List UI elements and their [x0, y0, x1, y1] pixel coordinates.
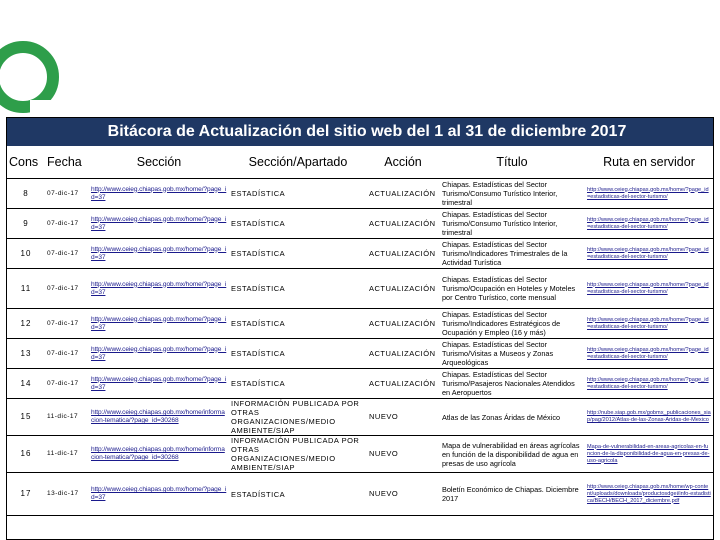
- table-row: [7, 269, 713, 309]
- fecha-cell: 07-dic-17: [45, 369, 89, 399]
- seccion-link[interactable]: http://www.ceieg.chiapas.gob.mx/home/informacion-tematica/?page_id=30268: [89, 399, 229, 436]
- ruta-link[interactable]: http://www.ceieg.chiapas.gob.mx/home/?page_id=estadisticas-del-sector-turismo/: [585, 339, 713, 369]
- log-table-frame: [6, 117, 714, 540]
- seccion-link[interactable]: http://www.ceieg.chiapas.gob.mx/home/?page_id=37: [89, 339, 229, 369]
- ruta-link[interactable]: http://www.ceieg.chiapas.gob.mx/home/?page_id=estadisticas-del-sector-turismo/: [585, 179, 713, 209]
- page-title: [7, 118, 713, 146]
- fecha-cell: 07-dic-17: [45, 209, 89, 239]
- table-row: [7, 179, 713, 209]
- cons-cell: 13: [7, 339, 45, 369]
- accion-cell: ACTUALIZACIÓN: [367, 369, 439, 399]
- fecha-cell: 07-dic-17: [45, 239, 89, 269]
- table-row: [7, 399, 713, 436]
- accion-cell: NUEVO: [367, 399, 439, 436]
- ruta-link[interactable]: http://nube.siap.gob.mx/gobmx_publicaciones_siap/pag/2012/Atlas-de-las-Zonas-Aridas-de-Mexico: [585, 399, 713, 436]
- ruta-link[interactable]: http://www.ceieg.chiapas.gob.mx/home/?page_id=estadisticas-del-sector-turismo/: [585, 309, 713, 339]
- header-accion: Acción: [367, 146, 439, 179]
- header-apartado: Sección/Apartado: [229, 146, 367, 179]
- table-row: [7, 339, 713, 369]
- table-header-row: [7, 146, 713, 179]
- update-log-table: [7, 146, 713, 516]
- titulo-cell: Boletín Económico de Chiapas. Diciembre 2017: [439, 473, 585, 516]
- apartado-cell: ESTADÍSTICA: [229, 269, 367, 309]
- apartado-cell: ESTADÍSTICA: [229, 239, 367, 269]
- header-ruta: Ruta en servidor: [585, 146, 713, 179]
- fecha-cell: 07-dic-17: [45, 179, 89, 209]
- accion-cell: ACTUALIZACIÓN: [367, 269, 439, 309]
- cons-cell: 11: [7, 269, 45, 309]
- ruta-link[interactable]: http://www.ceieg.chiapas.gob.mx/home/?page_id=estadisticas-del-sector-turismo/: [585, 239, 713, 269]
- fecha-cell: 07-dic-17: [45, 269, 89, 309]
- logo-icon: [0, 40, 60, 114]
- ruta-link[interactable]: Mapa-de-vulnerabilidad-en-areas-agricolas-en-funcion-de-la-disponibilidad-de-agua-en-presas-de-uso-agricola: [585, 436, 713, 473]
- seccion-link[interactable]: http://www.ceieg.chiapas.gob.mx/home/?page_id=37: [89, 269, 229, 309]
- ruta-link[interactable]: http://www.ceieg.chiapas.gob.mx/home/?page_id=estadisticas-del-sector-turismo/: [585, 369, 713, 399]
- accion-cell: ACTUALIZACIÓN: [367, 339, 439, 369]
- accion-cell: ACTUALIZACIÓN: [367, 239, 439, 269]
- accion-cell: ACTUALIZACIÓN: [367, 309, 439, 339]
- accion-cell: NUEVO: [367, 436, 439, 473]
- table-row: [7, 309, 713, 339]
- titulo-cell: Chiapas. Estadísticas del Sector Turismo/Consumo Turístico Interior, trimestral: [439, 209, 585, 239]
- cons-cell: 8: [7, 179, 45, 209]
- accion-cell: ACTUALIZACIÓN: [367, 179, 439, 209]
- ruta-link[interactable]: http://www.ceieg.chiapas.gob.mx/home/?page_id=estadisticas-del-sector-turismo/: [585, 209, 713, 239]
- accion-cell: NUEVO: [367, 473, 439, 516]
- cons-cell: 10: [7, 239, 45, 269]
- titulo-cell: Chiapas. Estadísticas del Sector Turismo/Indicadores Estratégicos de Ocupación y Empleo (16 y más): [439, 309, 585, 339]
- fecha-cell: 13-dic-17: [45, 473, 89, 516]
- seccion-link[interactable]: http://www.ceieg.chiapas.gob.mx/home/?page_id=37: [89, 179, 229, 209]
- page-title-text: Bitácora de Actualización del sitio web del 1 al 31 de diciembre 2017: [107, 123, 627, 140]
- cons-cell: 15: [7, 399, 45, 436]
- table-row: [7, 436, 713, 473]
- table-row: [7, 239, 713, 269]
- apartado-cell: ESTADÍSTICA: [229, 209, 367, 239]
- table-row: [7, 369, 713, 399]
- apartado-cell: INFORMACIÓN PUBLICADA POR OTRAS ORGANIZACIONES/MEDIO AMBIENTE/SIAP: [229, 399, 367, 436]
- header-fecha: Fecha: [45, 146, 89, 179]
- header-cons: Cons: [7, 146, 45, 179]
- table-row: [7, 473, 713, 516]
- titulo-cell: Chiapas. Estadísticas del Sector Turismo/Pasajeros Nacionales Atendidos en Aeropuertos: [439, 369, 585, 399]
- titulo-cell: Chiapas. Estadísticas del Sector Turismo/Visitas a Museos y Zonas Arqueológicas: [439, 339, 585, 369]
- seccion-link[interactable]: http://www.ceieg.chiapas.gob.mx/home/?page_id=37: [89, 309, 229, 339]
- seccion-link[interactable]: http://www.ceieg.chiapas.gob.mx/home/informacion-tematica/?page_id=30268: [89, 436, 229, 473]
- seccion-link[interactable]: http://www.ceieg.chiapas.gob.mx/home/?page_id=37: [89, 369, 229, 399]
- accion-cell: ACTUALIZACIÓN: [367, 209, 439, 239]
- header-titulo: Título: [439, 146, 585, 179]
- titulo-cell: Chiapas. Estadísticas del Sector Turismo/Consumo Turístico Interior, trimestral: [439, 179, 585, 209]
- cons-cell: 17: [7, 473, 45, 516]
- apartado-cell: ESTADÍSTICA: [229, 309, 367, 339]
- fecha-cell: 07-dic-17: [45, 339, 89, 369]
- cons-cell: 14: [7, 369, 45, 399]
- titulo-cell: Chiapas. Estadísticas del Sector Turismo/Indicadores Trimestrales de la Actividad Turística: [439, 239, 585, 269]
- header-seccion: Sección: [89, 146, 229, 179]
- fecha-cell: 07-dic-17: [45, 309, 89, 339]
- fecha-cell: 11-dic-17: [45, 436, 89, 473]
- table-row: [7, 209, 713, 239]
- cons-cell: 16: [7, 436, 45, 473]
- apartado-cell: ESTADÍSTICA: [229, 369, 367, 399]
- cons-cell: 12: [7, 309, 45, 339]
- seccion-link[interactable]: http://www.ceieg.chiapas.gob.mx/home/?page_id=37: [89, 209, 229, 239]
- seccion-link[interactable]: http://www.ceieg.chiapas.gob.mx/home/?page_id=37: [89, 239, 229, 269]
- ruta-link[interactable]: http://www.ceieg.chiapas.gob.mx/home/?page_id=estadisticas-del-sector-turismo/: [585, 269, 713, 309]
- cons-cell: 9: [7, 209, 45, 239]
- fecha-cell: 11-dic-17: [45, 399, 89, 436]
- apartado-cell: INFORMACIÓN PUBLICADA POR OTRAS ORGANIZACIONES/MEDIO AMBIENTE/SIAP: [229, 436, 367, 473]
- titulo-cell: Atlas de las Zonas Áridas de México: [439, 399, 585, 436]
- apartado-cell: ESTADÍSTICA: [229, 179, 367, 209]
- titulo-cell: Chiapas. Estadísticas del Sector Turismo/Ocupación en Hoteles y Moteles por Centro Turístico, corte mensual: [439, 269, 585, 309]
- apartado-cell: ESTADÍSTICA: [229, 473, 367, 516]
- seccion-link[interactable]: http://www.ceieg.chiapas.gob.mx/home/?page_id=37: [89, 473, 229, 516]
- apartado-cell: ESTADÍSTICA: [229, 339, 367, 369]
- ruta-link[interactable]: http://www.ceieg.chiapas.gob.mx/home/wp-content/uploads/downloads/productosdgei/info-estadistica/BECH/BECH_2017_diciembre.pdf: [585, 473, 713, 516]
- titulo-cell: Mapa de vulnerabilidad en áreas agrícolas en función de la disponibilidad de agua en presas de uso agrícola: [439, 436, 585, 473]
